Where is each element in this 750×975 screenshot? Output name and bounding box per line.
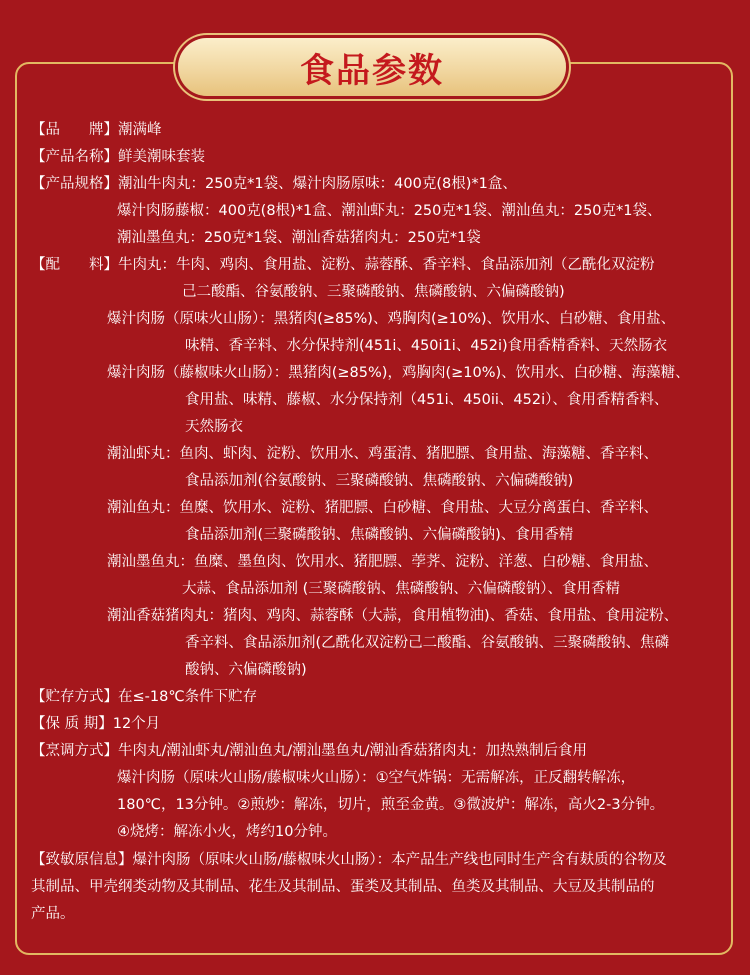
param-ingredients-line-10: 潮汕鱼丸：鱼糜、饮用水、淀粉、猪肥膘、白砂糖、食用盐、大豆分离蛋白、香辛料、 xyxy=(107,500,658,516)
param-ingredients-line-3: 爆汁肉肠（原味火山肠）：黑猪肉(≥85%)、鸡胸肉(≥10%)、饮用水、白砂糖、食用盐、 xyxy=(107,311,676,327)
param-cooking-line-4: ④烧烤：解冻小火，烤约10分钟。 xyxy=(117,824,337,840)
param-ingredients-line-5: 爆汁肉肠（藤椒味火山肠）：黑猪肉(≥85%)，鸡胸肉(≥10%)、饮用水、白砂糖、海藻糖、 xyxy=(107,365,690,381)
param-ingredients-line-7: 天然肠衣 xyxy=(185,419,243,435)
param-allergen-line-3: 产品。 xyxy=(31,906,75,922)
page-title: 食品参数 xyxy=(300,50,444,91)
param-cooking-line-1: 【烹调方式】牛肉丸/潮汕虾丸/潮汕鱼丸/潮汕墨鱼丸/潮汕香菇猪肉丸：加热熟制后食用 xyxy=(31,743,588,759)
param-ingredients-line-15: 香辛料、食品添加剂(乙酰化双淀粉己二酸酯、谷氨酸钠、三聚磷酸钠、焦磷 xyxy=(185,635,670,651)
param-ingredients-line-13: 大蒜、食品添加剂 (三聚磷酸钠、焦磷酸钠、六偏磷酸钠）、食用香精 xyxy=(182,581,621,597)
param-cooking-line-3: 180℃，13分钟。②煎炒：解冻，切片，煎至金黄。③微波炉：解冻，高火2-3分钟。 xyxy=(117,797,665,813)
param-brand: 【品 牌】潮满峰 xyxy=(31,122,162,138)
param-ingredients-line-8: 潮汕虾丸：鱼肉、虾肉、淀粉、饮用水、鸡蛋清、猪肥膘、食用盐、海藻糖、香辛料、 xyxy=(107,446,658,462)
param-allergen-line-1: 【致敏原信息】爆汁肉肠（原味火山肠/藤椒味火山肠）：本产品生产线也同时生产含有麸质的谷物及 xyxy=(31,852,667,868)
param-ingredients-line-12: 潮汕墨鱼丸：鱼糜、墨鱼肉、饮用水、猪肥膘、荸荠、淀粉、洋葱、白砂糖、食用盐、 xyxy=(107,554,658,570)
param-shelf-life: 【保 质 期】12个月 xyxy=(31,716,161,732)
param-ingredients-line-11: 食品添加剂(三聚磷酸钠、焦磷酸钠、六偏磷酸钠)、食用香精 xyxy=(185,527,574,543)
param-storage: 【贮存方式】在≤-18℃条件下贮存 xyxy=(31,689,258,705)
param-spec-line-3: 潮汕墨鱼丸：250克*1袋、潮汕香菇猪肉丸：250克*1袋 xyxy=(117,230,481,246)
param-ingredients-line-4: 味精、香辛料、水分保持剂(451i、450i1i、452i)食用香精香料、天然肠衣 xyxy=(185,338,668,354)
param-ingredients-line-9: 食品添加剂(谷氨酸钠、三聚磷酸钠、焦磷酸钠、六偏磷酸钠) xyxy=(185,473,574,489)
param-ingredients-line-16: 酸钠、六偏磷酸钠) xyxy=(185,662,307,678)
param-spec-line-2: 爆汁肉肠藤椒：400克(8根)*1盒、潮汕虾丸：250克*1袋、潮汕鱼丸：250克*1袋、 xyxy=(117,203,662,219)
param-allergen-line-2: 其制品、甲壳纲类动物及其制品、花生及其制品、蛋类及其制品、鱼类及其制品、大豆及其制品的 xyxy=(31,879,655,895)
param-ingredients-line-1: 【配 料】牛肉丸：牛肉、鸡肉、食用盐、淀粉、蒜蓉酥、香辛料、食品添加剂（乙酰化双淀粉 xyxy=(31,257,655,273)
param-cooking-line-2: 爆汁肉肠（原味火山肠/藤椒味火山肠）：①空气炸锅：无需解冻，正反翻转解冻， xyxy=(117,770,636,786)
param-ingredients-line-2: 己二酸酯、谷氨酸钠、三聚磷酸钠、焦磷酸钠、六偏磷酸钠) xyxy=(182,284,565,300)
param-spec-line-1: 【产品规格】潮汕牛肉丸：250克*1袋、爆汁肉肠原味：400克(8根)*1盒、 xyxy=(31,176,517,192)
param-product-name: 【产品名称】鲜美潮味套装 xyxy=(31,149,205,165)
param-ingredients-line-6: 食用盐、味精、藤椒、水分保持剂（451i、450ii、452i）、食用香精香料、 xyxy=(185,392,669,408)
param-ingredients-line-14: 潮汕香菇猪肉丸：猪肉、鸡肉、蒜蓉酥（大蒜，食用植物油)、香菇、食用盐、食用淀粉、 xyxy=(107,608,679,624)
